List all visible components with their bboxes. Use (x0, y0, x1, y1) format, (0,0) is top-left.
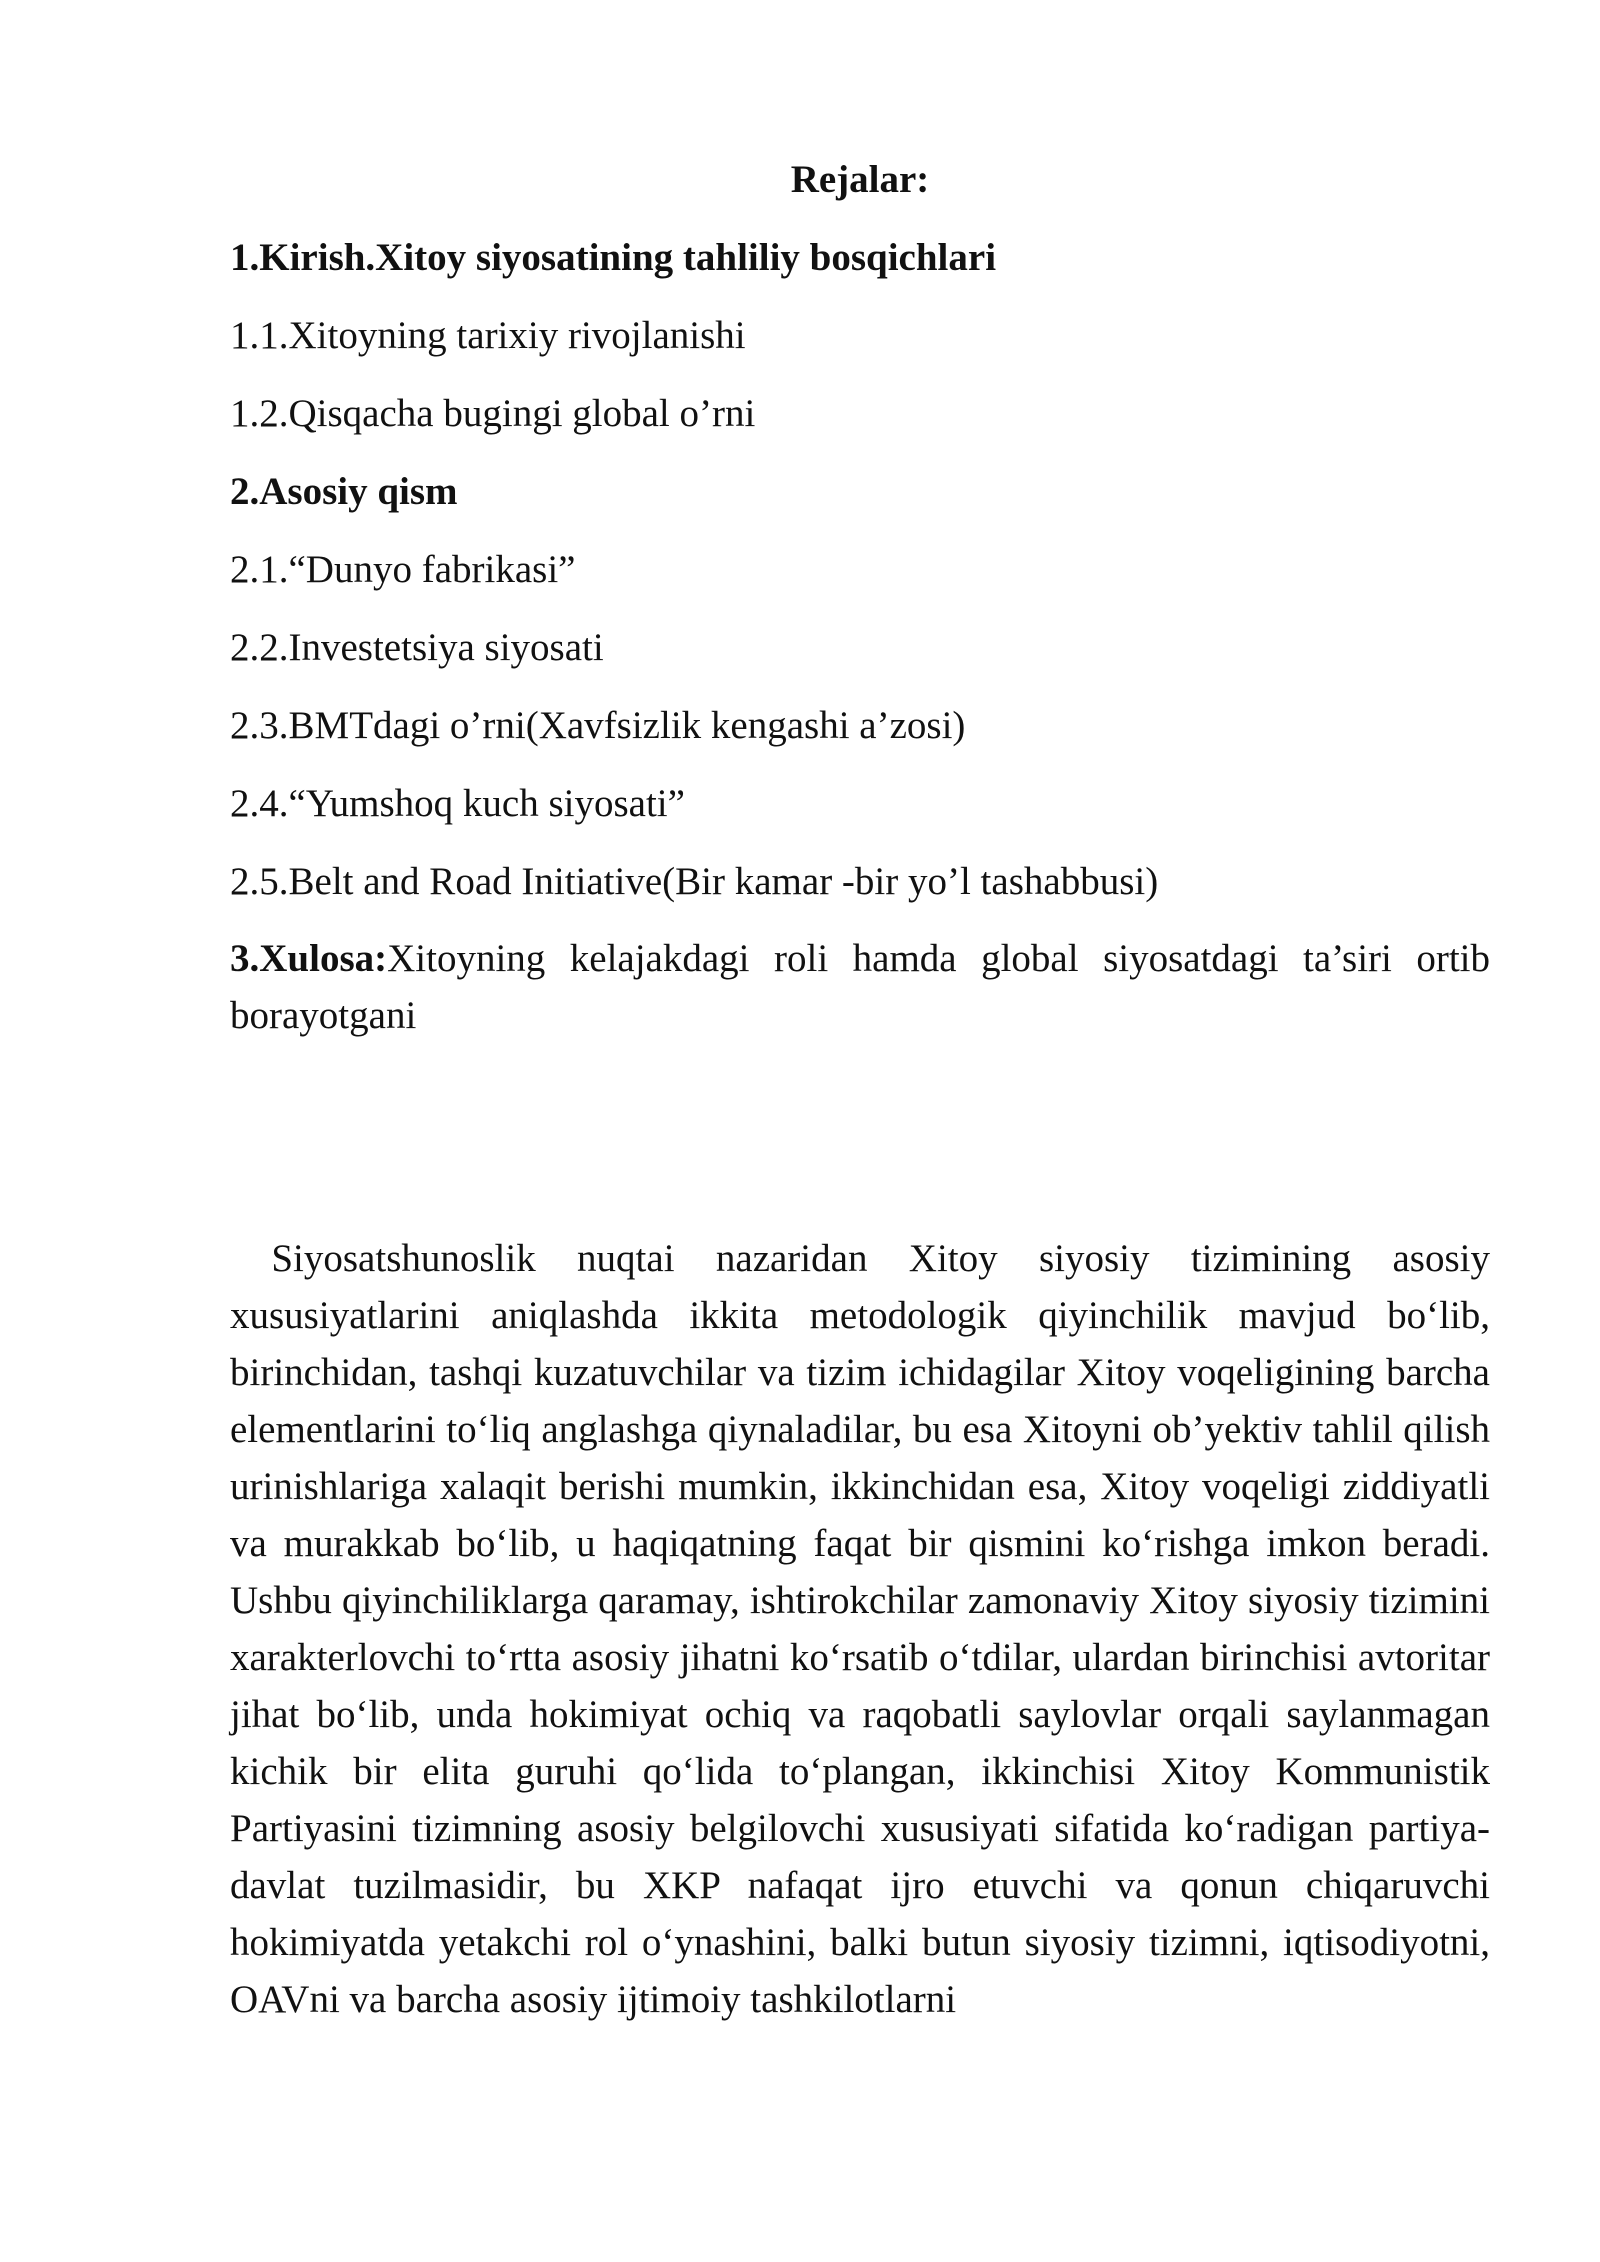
plan-section (230, 150, 1490, 1044)
section-3-label: 3.Xulosa: (230, 937, 388, 980)
plan-item-2-4: 2.4.“Yumshoq kuch siyosati” (230, 782, 685, 825)
plan-item-1-2: 1.2.Qisqacha bugingi global o’rni (230, 392, 756, 435)
section-1-heading: 1.Kirish.Xitoy siyosatining tahliliy bosqichlari (230, 236, 997, 279)
section-2-heading: 2.Asosiy qism (230, 470, 458, 513)
section-3-conclusion (230, 930, 1490, 1044)
plan-item-2-3: 2.3.BMTdagi o’rni(Xavfsizlik kengashi a’zosi) (230, 704, 966, 747)
section-3-text: Xitoyning kelajakdagi roli hamda global siyosatdagi ta’siri ortib borayotgani (230, 937, 1490, 1037)
body-paragraph-text: Siyosatshunoslik nuqtai nazaridan Xitoy siyosiy tizimining asosiy xususiyatlarini aniqlashda ikkita metodologik qiyinchilik mavjud bo‘lib, birinchidan, tashqi kuzatuvchilar va tizim ichidagilar Xitoy voqeligining barcha elementlarini to‘liq anglashga qiynaladilar, bu esa Xitoyni ob’yektiv tahlil qilish urinishlariga xalaqit berishi mumkin, ikkinchidan esa, Xitoy voqeligi ziddiyatli va murakkab bo‘lib, u haqiqatning faqat bir qismini ko‘rishga imkon beradi. Ushbu qiyinchiliklarga qaramay, ishtirokchilar zamonaviy Xitoy siyosiy tizimini xarakterlovchi to‘rtta asosiy jihatni ko‘rsatib o‘tdilar, ulardan birinchisi avtoritar jihat bo‘lib, unda hokimiyat ochiq va raqobatli saylovlar orqali saylanmagan kichik bir elita guruhi qo‘lida to‘plangan, ikkinchisi Xitoy Kommunistik Partiyasini tizimning asosiy belgilovchi xususiyati sifatida ko‘radigan partiya-davlat tuzilmasidir, bu XKP nafaqat ijro etuvchi va qonun chiqaruvchi hokimiyatda yetakchi rol o‘ynashini, balki butun siyosiy tizimni, iqtisodiyotni, OAVni va barcha asosiy ijtimoiy tashkilotlarni (230, 1237, 1490, 2021)
plan-item-2-2: 2.2.Investetsiya siyosati (230, 626, 604, 669)
plan-item-2-1: 2.1.“Dunyo fabrikasi” (230, 548, 576, 591)
plan-title: Rejalar: (790, 158, 930, 201)
plan-item-1-1: 1.1.Xitoyning tarixiy rivojlanishi (230, 314, 746, 357)
plan-item-2-5: 2.5.Belt and Road Initiative(Bir kamar -bir yo’l tashabbusi) (230, 860, 1159, 903)
body-paragraph (230, 1230, 1490, 2028)
